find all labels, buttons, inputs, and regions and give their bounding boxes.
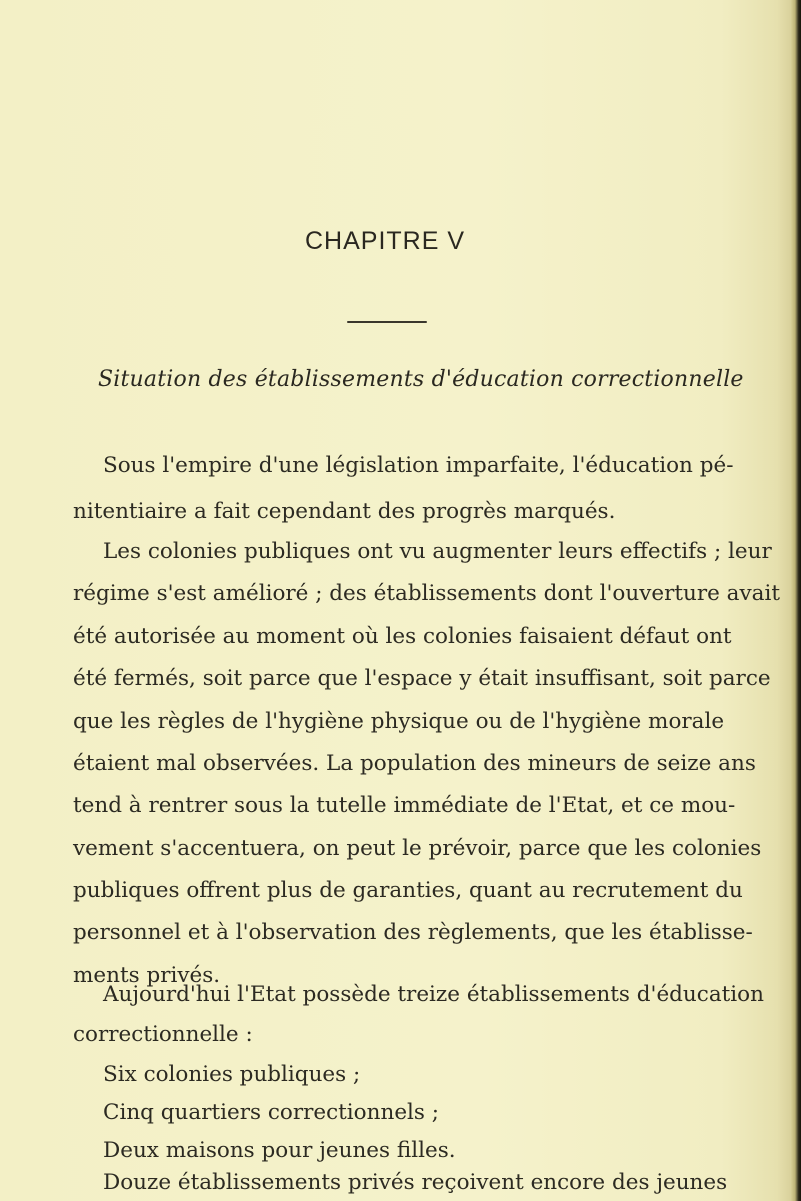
text-line: Les colonies publiques ont vu augmenter leurs effectifs ; leur [103, 539, 772, 564]
text-line: Douze établissements privés reçoivent encore des jeunes [103, 1170, 728, 1195]
chapter-divider [347, 321, 427, 323]
text-line: que les règles de l'hygiène physique ou de l'hygiène morale [73, 709, 725, 734]
page-edge-shadow [791, 0, 801, 1201]
text-line: étaient mal observées. La population des mineurs de seize ans [73, 751, 756, 776]
text-line: correctionnelle : [73, 1022, 253, 1047]
text-line: tend à rentrer sous la tutelle immédiate de l'Etat, et ce mou- [73, 793, 736, 818]
text-line: Sous l'empire d'une législation imparfaite, l'éducation pé- [103, 453, 734, 478]
text-line: Six colonies publiques ; [103, 1062, 361, 1087]
text-line: été fermés, soit parce que l'espace y était insuffisant, soit parce [73, 666, 771, 691]
text-line: Cinq quartiers correctionnels ; [103, 1100, 440, 1125]
text-line: été autorisée au moment où les colonies faisaient défaut ont [73, 624, 732, 649]
text-line: régime s'est amélioré ; des établissements dont l'ouverture avait [73, 581, 780, 606]
text-line: personnel et à l'observation des règlements, que les établisse- [73, 920, 753, 945]
chapter-subtitle: Situation des établissements d'éducation correctionnelle [98, 367, 744, 392]
text-line: ments privés. [73, 963, 221, 988]
text-line: Deux maisons pour jeunes filles. [103, 1138, 456, 1163]
chapter-title: CHAPITRE V [304, 227, 466, 255]
text-line: publiques offrent plus de garanties, quant au recrutement du [73, 878, 743, 903]
text-line: vement s'accentuera, on peut le prévoir, parce que les colonies [73, 836, 762, 861]
text-line: nitentiaire a fait cependant des progrès marqués. [73, 499, 616, 524]
text-line: Aujourd'hui l'Etat possède treize établissements d'éducation [103, 982, 764, 1007]
